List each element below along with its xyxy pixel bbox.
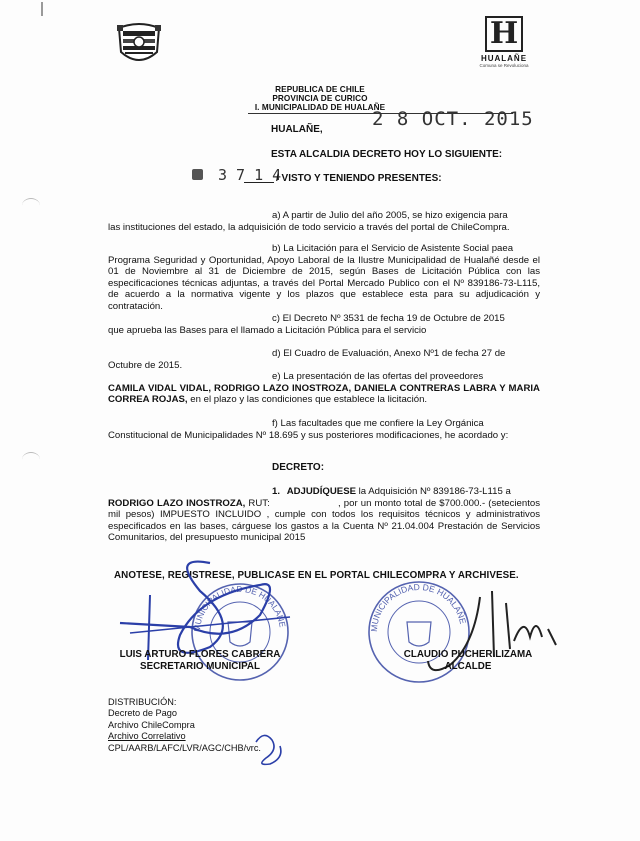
paragraph-b-rest: Programa Seguridad y Oportunidad, Apoyo Laboral de la Ilustre Municipalidad de Hualañé desde el 01 de Noviembre al 31 de Diciembre de 2015, según Bases de Licitación Pública con las especificaciones técnicas adjuntas, a través del Portal Mercado Publico con el Nº 839186-73-L115, de acuerdo a la normativa vigente y los plazos que establece esta para su adjudicación y contratación. [108,254,540,312]
paragraph-e-lead: e) La presentación de las ofertas del proveedores [272,371,484,382]
left-signatory-role: SECRETARIO MUNICIPAL [140,661,260,672]
hualane-logo-letter: H [485,16,523,52]
distribution-title: DISTRIBUCIÓN: [108,697,177,707]
distribution-item: Decreto de Pago [108,708,177,719]
paragraph-a-lead: a) A partir de Julio del año 2005, se hizo exigencia para [272,210,508,221]
decreto-lead [108,486,540,498]
paragraph-e-body [108,383,540,406]
decreto-lead-rest: la Adquisición Nº 839186-73-L115 a [356,486,511,497]
decree-number: 3 7 1 4 [218,166,282,184]
visto-heading: / VISTO Y TENIENDO PRESENTES: [276,173,442,184]
left-seal-text: MUNICIPALIDAD DE HUALAÑE [191,583,288,633]
decreto-body [108,486,543,544]
paragraph-e-providers: CAMILA VIDAL VIDAL, RODRIGO LAZO INOSTROZA, DANIELA CONTRERAS LABRA Y MARIA CORREA ROJAS, [108,382,540,406]
paragraph-e-tail: en el plazo y las condiciones que establece la licitación. [187,394,428,406]
distribution-item: CPL/AARB/LAFC/LVR/AGC/CHB/vrc. [108,742,261,753]
hualane-logo-tagline: Comuna se Revoluciona [479,63,529,68]
hualane-logo [476,16,532,68]
date-stamp: 2 8 OCT. 2015 [372,108,534,130]
paragraph-e [108,371,540,406]
decreto-details: RUT: , por un monto total de $700.000.- (setecientos mil pesos) IMPUESTO INCLUIDO , cumple con todos los requisitos técnicos y administrativos especificados en las bases, cárguese los gastos a la Cuenta Nº 21.04.004 Prestación de Servicios Comunitarios, del presupuesto municipal 2015 [108,497,543,544]
paragraph-c-rest: que aprueba las Bases para el llamado a Licitación Pública para el servicio [108,324,427,336]
paragraph-d [108,348,540,371]
decreto-adjudiquese: ADJUDÍQUESE [286,486,356,497]
right-seal-text: MUNICIPALIDAD DE HUALAÑE [368,581,469,633]
punch-hole-mark [22,198,40,213]
right-signatory-name: CLAUDIO PUCHER LIZAMA [403,649,533,660]
municipal-crest-logo [115,22,163,66]
distribution-block [108,697,261,754]
decreto-text [108,497,543,544]
hualane-logo-name: HUALAÑE [480,54,528,63]
paragraph-c [108,313,540,336]
closing-statement: ANOTESE, REGISTRESE, PUBLICASE EN EL PORTAL CHILECOMPRA Y ARCHIVESE. [114,570,519,581]
distribution-item: Archivo ChileCompra [108,719,195,730]
initials-scribble [250,728,290,770]
header-republic: REPUBLICA DE CHILE [275,85,365,94]
left-signatory [110,649,290,673]
scan-mark [41,2,43,16]
paragraph-c-lead: c) El Decreto Nº 3531 de fecha 19 de Octubre de 2015 [272,313,505,324]
paragraph-b-lead: b) La Licitación para el Servicio de Asistente Social paea [272,243,514,254]
paragraph-d-rest: Octubre de 2015. [108,359,183,371]
right-signatory-role: ALCALDE [444,661,492,672]
decree-intro: ESTA ALCALDIA DECRETO HOY LO SIGUIENTE: [271,149,503,160]
decree-number-underline [244,182,274,183]
paragraph-f-rest: Constitucional de Municipalidades Nº 18.695 y sus posteriores modificaciones, he acordado y: [108,429,509,441]
paragraph-b [108,243,540,313]
decreto-number: 1. [272,486,281,497]
paragraph-f-lead: f) Las facultades que me confiere la Ley Orgánica [272,418,484,429]
header-province: PROVINCIA DE CURICO [272,94,368,103]
paragraph-f [108,418,540,441]
place-label: HUALAÑE, [271,124,323,135]
decreto-awardee: RODRIGO LAZO INOSTROZA, [108,497,246,509]
right-signatory [378,649,558,673]
distribution-item: Archivo Correlativo [108,731,186,742]
punch-hole-mark [22,452,40,467]
paragraph-a [108,210,540,233]
header-municipality: I. MUNICIPALIDAD DE HUALAÑE [254,103,386,112]
paragraph-d-lead: d) El Cuadro de Evaluación, Anexo Nº1 de fecha 27 de [272,348,506,359]
paragraph-a-rest: las instituciones del estado, la adquisición de todo servicio a través del portal de ChileCompra. [108,221,510,233]
decree-number-bullet [192,169,203,180]
decreto-title: DECRETO: [272,462,325,473]
left-signatory-name: LUIS ARTURO FLORES CABRERA [119,649,281,660]
